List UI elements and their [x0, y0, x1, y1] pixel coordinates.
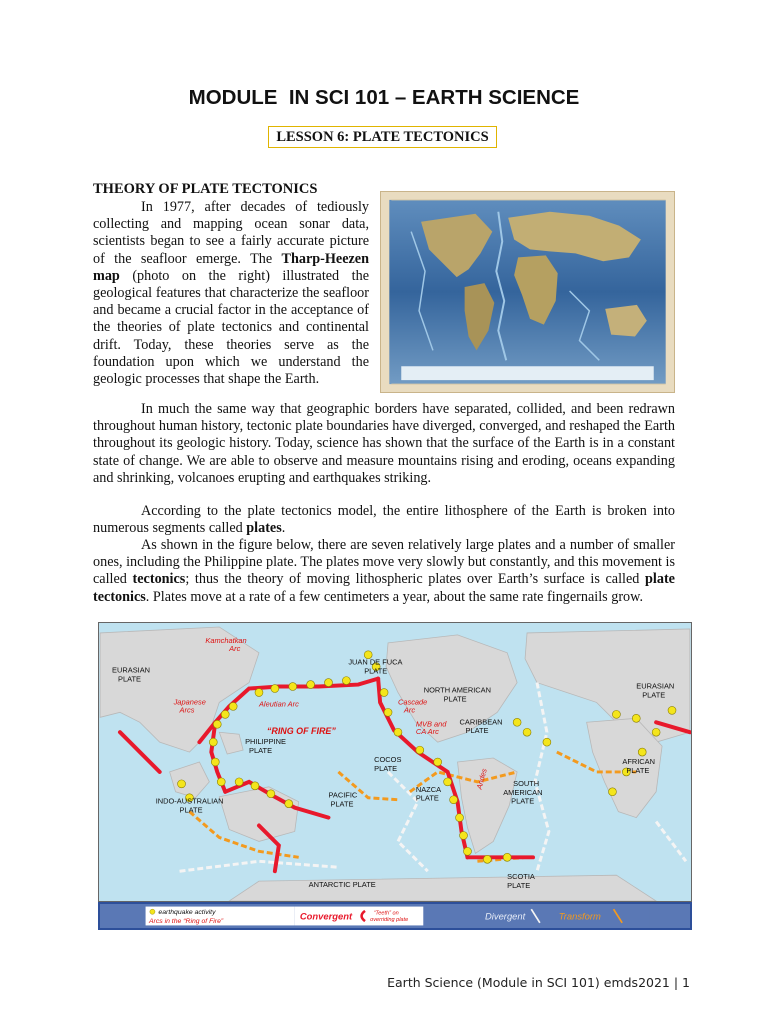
para3-text-1: According to the plate tectonics model, the entire lithosphere of the Earth is broken into numerous segments called — [93, 503, 675, 537]
legend-arcs-label: Arcs in the “Ring of Fire” — [149, 917, 224, 925]
label-mvb: MVB and CA Arc — [415, 719, 447, 737]
label-andes: Andes — [474, 767, 489, 791]
label-eurasian-left: EURASIAN PLATE — [112, 665, 151, 684]
tharp-heezen-term: Tharp-Heezen map — [93, 250, 369, 284]
legend-divergent-label: Divergent — [485, 910, 526, 922]
map-legend — [98, 902, 692, 930]
para3-text-2: . — [281, 520, 286, 537]
label-eurasian-right: EURASIAN PLATE — [636, 681, 675, 700]
plate-boundaries-map — [98, 622, 692, 902]
intro-text-1: In 1977, after decades of tediously collecting and mapping ocean sonar data, scientists began to see a fairly accurate picture of the seafloor emerge. The — [93, 199, 369, 267]
intro-paragraph — [93, 199, 369, 388]
intro-text-2: (photo on the right) illustrated the geological features that characterize the seafloor and became a crucial factor in the acceptance of the theories of plate tectonics and continental drift. Today, these theories serve as the foundation upon which we understand the geologic processes that shape the Earth. — [93, 267, 369, 388]
tectonics-term: tectonics — [132, 571, 186, 588]
lesson-title-box: LESSON 6: PLATE TECTONICS — [268, 126, 497, 148]
label-scotia: SCOTIA PLATE — [507, 872, 535, 891]
legend-earthquake-label: earthquake activity — [158, 908, 216, 916]
page-footer: Earth Science (Module in SCI 101) emds2021 | 1 — [387, 975, 690, 990]
legend-quake-icon — [150, 909, 155, 914]
module-title: MODULE IN SCI 101 – EARTH SCIENCE — [188, 86, 580, 109]
section-heading: THEORY OF PLATE TECTONICS — [93, 181, 318, 197]
para4-text-2: ; thus the theory of moving lithospheric plates over Earth’s surface is called — [185, 571, 646, 588]
label-caribbean: CARIBBEAN PLATE — [459, 717, 503, 736]
label-japanese: Japanese Arcs — [173, 697, 206, 715]
label-juan-de-fuca: JUAN DE FUCA PLATE — [348, 657, 403, 676]
plate-tectonics-term: plate tectonics — [93, 571, 675, 605]
label-south-american: SOUTH AMERICAN PLATE — [503, 778, 543, 806]
legend-teeth-label: “Teeth” on overriding plate — [370, 910, 409, 924]
paragraph-4 — [93, 537, 675, 606]
para4-text-3: . Plates move at a rate of a few centimeters a year, about the same rate fingernails grow. — [145, 588, 644, 605]
label-north-american: NORTH AMERICAN PLATE — [423, 685, 492, 704]
label-cocos: COCOS PLATE — [374, 755, 402, 773]
paragraph-3 — [93, 503, 675, 537]
label-antarctic: ANTARCTIC PLATE — [308, 880, 376, 890]
legend-transform-label: Transform — [558, 910, 601, 922]
paragraph-2-text: In much the same way that geographic borders have separated, collided, and been redrawn throughout human history, tectonic plate boundaries have diverged, converged, and reshaped the Earth throughout its geologic history. Today, science has shown that the surface of the Earth is in a constant state of change. We are able to observe and measure mountains rising and eroding, oceans expanding and shrinking, volcanoes erupting and earthquakes striking. — [93, 401, 675, 486]
label-philippine: PHILIPPINE PLATE — [245, 737, 287, 756]
label-indo-australian: INDO-AUSTRALIAN PLATE — [155, 796, 224, 815]
label-aleutian: Aleutian Arc — [258, 699, 299, 709]
label-kamchatkan: Kamchatkan Arc — [205, 635, 247, 653]
label-pacific: PACIFIC PLATE — [328, 790, 358, 809]
label-ring-of-fire: “RING OF FIRE” — [266, 726, 336, 737]
label-african: AFRICAN PLATE — [622, 756, 656, 775]
plates-term: plates — [246, 520, 282, 537]
label-nazca: NAZCA PLATE — [415, 784, 442, 803]
paragraph-2 — [93, 401, 675, 487]
para4-text-1: As shown in the figure below, there are seven relatively large plates and a number of smaller ones, including the Philippine plate. The plates move very slowly but constantly, and this movement is called — [93, 537, 675, 588]
tharp-heezen-map-image — [380, 191, 675, 393]
label-cascade: Cascade Arc — [397, 697, 428, 715]
legend-convergent-label: Convergent — [299, 910, 353, 922]
